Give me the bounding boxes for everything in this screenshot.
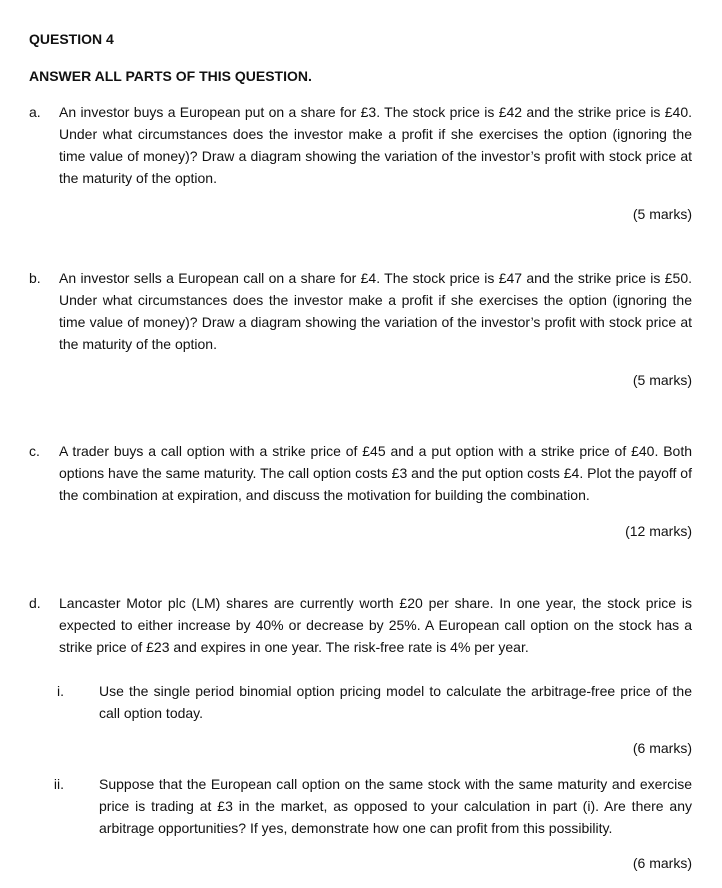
part-c-marks: (12 marks) bbox=[625, 523, 692, 539]
part-b-text: An investor sells a European call on a share for £4. The stock price is £47 and the strike price is £50. Under what circumstances does the investor make a profit if she exercises the option (ignoring the time value of money)? Draw a diagram showing the variation of the investor’s profit with stock price at the maturity of the option. bbox=[59, 270, 692, 352]
part-d-ii-numeral: ii. bbox=[53, 776, 64, 792]
part-c-letter: c. bbox=[29, 443, 40, 459]
part-b-letter: b. bbox=[29, 270, 41, 286]
instruction-heading: ANSWER ALL PARTS OF THIS QUESTION. bbox=[29, 68, 312, 84]
part-d-i-text: Use the single period binomial option pricing model to calculate the arbitrage-free price of the call option today. bbox=[99, 683, 692, 721]
part-d-text: Lancaster Motor plc (LM) shares are currently worth £20 per share. In one year, the stock price is expected to either increase by 40% or decrease by 25%. A European call option on the stock has a strike price of £23 and expires in one year. The risk-free rate is 4% per year. bbox=[59, 595, 692, 655]
part-c-text: A trader buys a call option with a strike price of £45 and a put option with a strike price of £40. Both options have the same maturity. The call option costs £3 and the put option costs £4. Plot the payoff of the combination at expiration, and discuss the motivation for building the combination. bbox=[59, 443, 692, 503]
part-d-i-marks: (6 marks) bbox=[632, 740, 692, 756]
part-a-text: An investor buys a European put on a share for £3. The stock price is £42 and the strike price is £40. Under what circumstances does the investor make a profit if she exercises the option (ignoring the time value of money)? Draw a diagram showing the variation of the investor’s profit with stock price at the maturity of the option. bbox=[59, 104, 692, 186]
part-a-marks: (5 marks) bbox=[632, 206, 692, 222]
part-d-letter: d. bbox=[29, 595, 41, 611]
part-d-i-numeral: i. bbox=[57, 683, 64, 699]
part-a-letter: a. bbox=[29, 104, 41, 120]
part-d-ii-text: Suppose that the European call option on the same stock with the same maturity and exercise price is trading at £3 in the market, as opposed to your calculation in part (i). Are there any arbitrage opportunities? If yes, demonstrate how one can profit from this possibility. bbox=[99, 776, 692, 836]
question-title: QUESTION 4 bbox=[29, 31, 114, 47]
part-d-ii-marks: (6 marks) bbox=[632, 855, 692, 871]
part-b-marks: (5 marks) bbox=[632, 372, 692, 388]
